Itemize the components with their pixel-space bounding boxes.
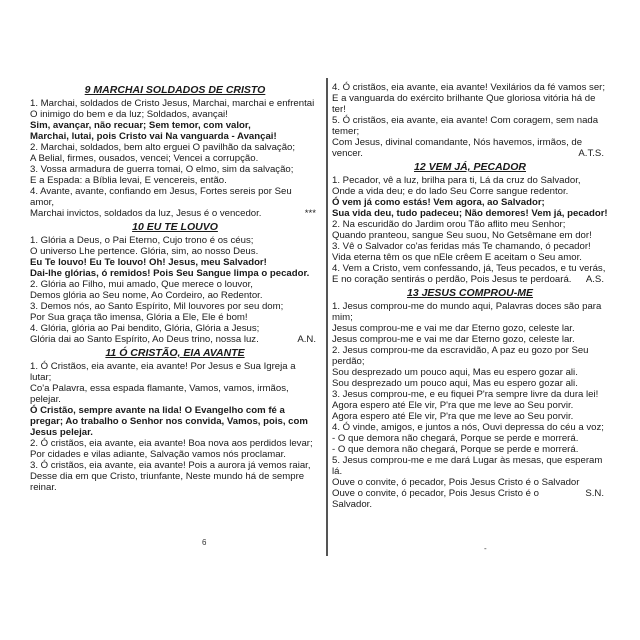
chorus-line: pregar; Ao trabalho o Senhor nos convida, Vamos, pois, com [30, 416, 308, 427]
right-column [332, 82, 608, 510]
chorus-line: Eu Te louvo! Eu Te louvo! Oh! Jesus, meu Salvador! [30, 257, 267, 268]
verse-line: 3. Demos nós, ao Santo Espírito, Mil louvores por seu dom; [30, 301, 284, 312]
verse-line: Jesus comprou-me e vai me dar Eterno gozo, celeste lar. [332, 323, 575, 334]
verse-line: 1. Pecador, vê a luz, brilha para ti, Lá da cruz do Salvador, [332, 175, 581, 186]
verse-line: Agora espero até Ele vir, P'ra que me leve ao Seu porvir. [332, 411, 574, 422]
hymn-author: *** [304, 208, 316, 219]
verse-line-signed [30, 208, 320, 219]
verse-line: mim; [332, 312, 353, 323]
page-number-left: 6 [202, 538, 207, 547]
page-number-right: - [484, 544, 487, 553]
hymnal-page [12, 82, 628, 552]
verse-line: 3. Ó cristãos, eia avante, eia avante! Pois a aurora já vemos raiar, [30, 460, 311, 471]
chorus-line: Jesus pelejar. [30, 427, 93, 438]
verse-line: 4. Ó cristãos, eia avante, eia avante! Vexilários da fé vamos ser; [332, 82, 606, 93]
verse-line: 1. Ó Cristãos, eia avante, eia avante! Por Jesus e Sua Igreja a [30, 361, 296, 372]
hymn-title: 9 MARCHAI SOLDADOS DE CRISTO [84, 84, 266, 96]
verse-line: perdão; [332, 356, 365, 367]
verse-line: 1. Jesus comprou-me do mundo aqui, Palavras doces são para [332, 301, 602, 312]
verse-line: reinar. [30, 482, 57, 493]
verse-line: - O que demora não chegará, Porque se perde e morrerá. [332, 444, 579, 455]
verse-line: Com Jesus, divinal comandante, Nós havemos, irmãos, de [332, 137, 583, 148]
verse-line-signed [332, 148, 608, 159]
verse-line: 4. Avante, avante, confiando em Jesus, Fortes sereis por Seu [30, 186, 292, 197]
verse-line: A Belial, firmes, ousados, vencei; Vencei a corrupção. [30, 153, 259, 164]
verse-line: Vida eterna têm os que nEle crêem E aceitam o Seu amor. [332, 252, 582, 263]
verse-line: 4. Glória, glória ao Pai bendito, Glória, Glória a Jesus; [30, 323, 260, 334]
verse-text: Marchai invictos, soldados da luz, Jesus é o vencedor. [30, 208, 262, 219]
verse-line: 2. Marchai, soldados, bem alto erguei O pavilhão da salvação; [30, 142, 296, 153]
column-divider [326, 78, 328, 556]
verse-line: 3. Jesus comprou-me, e eu fiquei P'ra sempre livre da dura lei! [332, 389, 599, 400]
verse-text: E no coração sentirás o perdão, Pois Jesus te perdoará. [332, 274, 572, 285]
verse-line-signed [332, 488, 608, 510]
hymn-author: A.N. [297, 334, 316, 345]
hymn-author: A.S. [585, 274, 604, 285]
hymn-title: 11 Ó CRISTÃO, EIA AVANTE [105, 347, 245, 359]
verse-line: 5. Ó cristãos, eia avante, eia avante! Com coragem, sem nada [332, 115, 599, 126]
hymn-title: 12 VEM JÁ, PECADOR [413, 161, 527, 173]
verse-line: O universo Lhe pertence. Glória, sim, ao nosso Deus. [30, 246, 259, 257]
verse-line: 2. Na escuridão do Jardim orou Tão aflito meu Senhor; [332, 219, 566, 230]
verse-line: E a Espada: a Bíblia levai, E vencereis, então. [30, 175, 227, 186]
chorus-line: Sua vida deu, tudo padeceu; Não demores! Vem já, pecador! [332, 208, 608, 219]
verse-line: lutar; [30, 372, 52, 383]
verse-line: 3. Vê o Salvador co'as feridas más Te chamando, ó pecador! [332, 241, 591, 252]
verse-line: - O que demora não chegará, Porque se perde e morrerá. [332, 433, 579, 444]
chorus-line: Dai-lhe glórias, ó remidos! Pois Seu Sangue limpa o pecador. [30, 268, 310, 279]
verse-line: Desse dia em que Cristo, triunfante, Neste mundo há de sempre [30, 471, 305, 482]
verse-line-signed [332, 274, 608, 285]
verse-line: O inimigo do bem e da luz; Soldados, avançai! [30, 109, 228, 120]
chorus-line: Ó Cristão, sempre avante na lida! O Evangelho com fé a [30, 405, 285, 416]
verse-line: Quando pranteou, sangue Seu suou, No Getsêmane em dor! [332, 230, 592, 241]
verse-line: Agora espero até Ele vir, P'ra que me leve ao Seu porvir. [332, 400, 574, 411]
verse-line: Sou desprezado um pouco aqui, Mas eu espero gozar ali. [332, 367, 578, 378]
verse-line: Sou desprezado um pouco aqui, Mas eu espero gozar ali. [332, 378, 578, 389]
verse-line: Jesus comprou-me e vai me dar Eterno gozo, celeste lar. [332, 334, 575, 345]
verse-line: 2. Jesus comprou-me da escravidão, A paz eu gozo por Seu [332, 345, 589, 356]
hymn-author: A.T.S. [578, 148, 604, 159]
verse-line: temer; [332, 126, 360, 137]
verse-line: 3. Vossa armadura de guerra tomai, O elmo, sim da salvação; [30, 164, 294, 175]
verse-line: E a vanguarda do exército brilhante Que gloriosa vitória há de ter! [332, 93, 599, 115]
verse-line: 2. Glória ao Filho, mui amado, Que merece o louvor, [30, 279, 253, 290]
verse-text: Glória dai ao Santo Espírito, Ao Deus trino, nossa luz. [30, 334, 259, 345]
verse-line: Ouve o convite, ó pecador, Pois Jesus Cristo é o Salvador [332, 477, 580, 488]
verse-line: Por Sua graça tão imensa, Glória a Ele, Ele é bom! [30, 312, 248, 323]
chorus-line: Ó vem já como estás! Vem agora, ao Salvador; [332, 197, 545, 208]
chorus-line: Sim, avançar, não recuar; Sem temor, com valor, [30, 120, 251, 131]
chorus-line: Marchai, lutai, pois Cristo vai Na vanguarda - Avançai! [30, 131, 277, 142]
verse-line: pelejar. [30, 394, 61, 405]
verse-line: Por cidades e vilas adiante, Salvação vamos nós proclamar. [30, 449, 286, 460]
verse-line: amor, [30, 197, 54, 208]
hymn-title: 13 JESUS COMPROU-ME [406, 287, 534, 299]
verse-line: 2. Ó cristãos, eia avante, eia avante! Boa nova aos perdidos levar; [30, 438, 313, 449]
verse-line: 4. Vem a Cristo, vem confessando, já, Teus pecados, e tu verás, [332, 263, 606, 274]
verse-line: 1. Glória a Deus, o Pai Eterno, Cujo trono é os céus; [30, 235, 254, 246]
verse-line: 4. Ó vinde, amigos, e juntos a nós, Ouvi depressa do céu a voz; [332, 422, 604, 433]
verse-line: Onde a vida deu; e do lado Seu Corre sangue redentor. [332, 186, 569, 197]
left-column [30, 82, 320, 493]
verse-line: 5. Jesus comprou-me e me dará Lugar às mesas, que esperam lá. [332, 455, 606, 477]
verse-line: Demos glória ao Seu nome, Ao Cordeiro, ao Redentor. [30, 290, 263, 301]
verse-text: vencer. [332, 148, 363, 159]
verse-line-signed [30, 334, 320, 345]
verse-text: Ouve o convite, ó pecador, Pois Jesus Cristo é o Salvador. [332, 488, 542, 510]
hymn-title: 10 EU TE LOUVO [132, 221, 218, 233]
hymn-author: S.N. [585, 488, 604, 499]
verse-line: 1. Marchai, soldados de Cristo Jesus, Marchai, marchai e enfrentai [30, 98, 315, 109]
verse-line: Co'a Palavra, essa espada flamante, Vamos, vamos, irmãos, [30, 383, 289, 394]
